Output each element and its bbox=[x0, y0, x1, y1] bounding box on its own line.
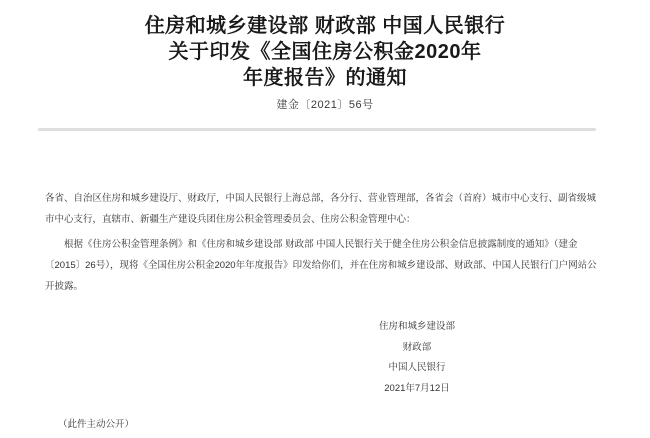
document-header bbox=[0, 0, 650, 112]
signature-org-finance: 财政部 bbox=[402, 341, 432, 353]
signature-org-pboc: 中国人民银行 bbox=[388, 362, 446, 373]
signature-block bbox=[0, 317, 650, 399]
document-body bbox=[45, 188, 600, 297]
document-title-line: 年度报告》的通知 bbox=[243, 67, 407, 89]
signature-org-housing: 住房和城乡建设部 bbox=[378, 321, 455, 332]
title-divider bbox=[38, 128, 596, 131]
main-paragraph: 根据《住房公积金管理条例》和《住房和城乡建设部 财政部 中国人民银行关于健全住房公积金信息披露制度的通知》（建金〔2015〕26号），现将《全国住房公积金2020年年度报告》印发给你们，并在住房和城乡建设部、财政部、中国人民银行门户网站公开披露。 bbox=[45, 239, 597, 292]
doc-number: 建金〔2021〕56号 bbox=[276, 99, 374, 111]
document-title bbox=[0, 13, 650, 91]
recipients-paragraph: 各省、自治区住房和城乡建设厅、财政厅，中国人民银行上海总部，各分行、营业管理部，各省会（首府）城市中心支行、副省级城市中心支行，直辖市、新疆生产建设兵团住房公积金管理委员会、住房公积金管理中心： bbox=[45, 193, 597, 225]
document-title-line: 住房和城乡建设部 财政部 中国人民银行 bbox=[144, 15, 506, 37]
document-title-line: 关于印发《全国住房公积金2020年 bbox=[168, 41, 482, 63]
signature-date: 2021年7月12日 bbox=[384, 382, 450, 394]
footer-disclosure-note: （此件主动公开） bbox=[58, 419, 135, 430]
